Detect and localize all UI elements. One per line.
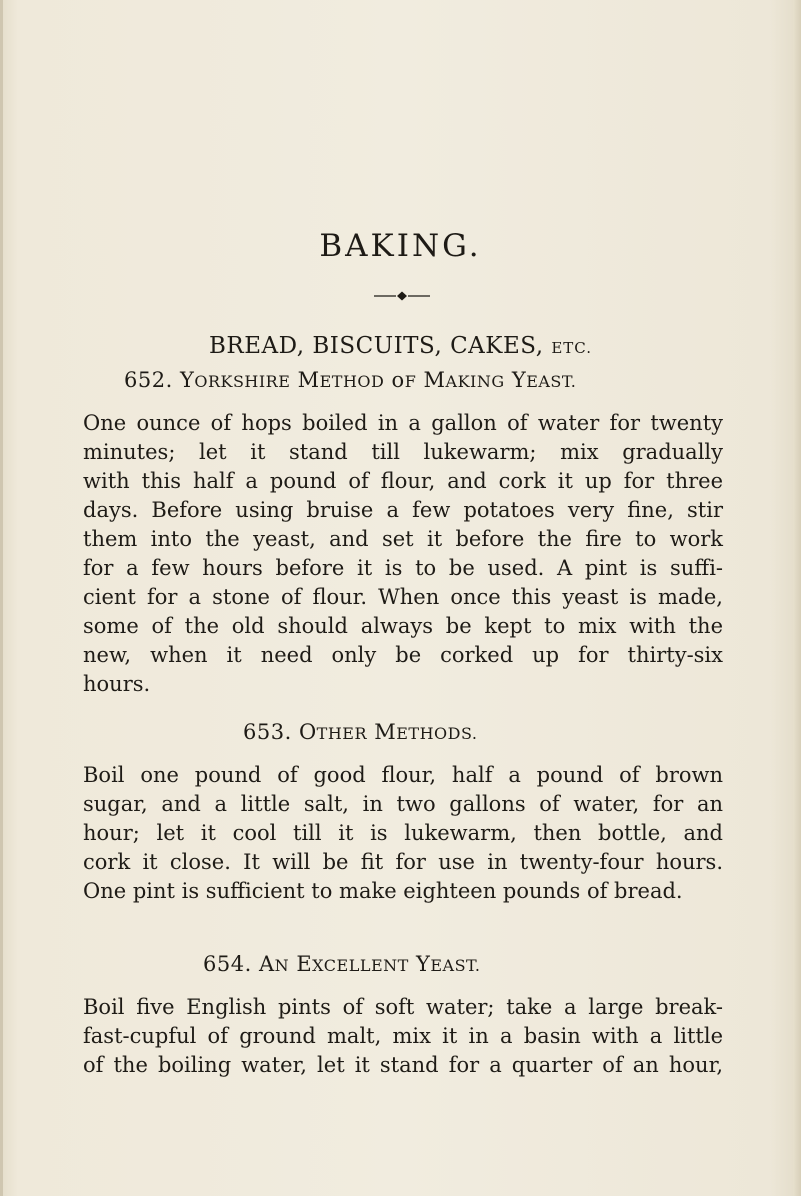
text-line: with this half a pound of flour, and cork it up for three (83, 469, 723, 493)
recipe-heading-654 (203, 952, 480, 976)
recipe-body-653 (83, 761, 723, 906)
chapter-title: BAKING. (319, 228, 482, 264)
text-line: cork it close. It will be fit for use in twenty-four hours. (83, 850, 723, 874)
ornament-divider-icon (374, 290, 430, 302)
recipe-body-652 (83, 409, 723, 699)
recipe-heading-653 (243, 720, 477, 744)
recipe-heading-652 (124, 368, 576, 392)
text-line: One ounce of hops boiled in a gallon of water for twenty (83, 411, 723, 435)
page-right-edge (793, 0, 801, 1196)
text-line: Boil five English pints of soft water; take a large break- (83, 995, 723, 1019)
recipe-body-654 (83, 993, 723, 1080)
recipe-number: 653. (243, 720, 292, 744)
recipe-number: 652. (124, 368, 173, 392)
text-line: some of the old should always be kept to mix with the (83, 614, 723, 638)
text-line: cient for a stone of flour. When once this yeast is made, (83, 585, 723, 609)
text-line: days. Before using bruise a few potatoes very fine, stir (83, 498, 723, 522)
text-line: minutes; let it stand till lukewarm; mix gradually (83, 440, 723, 464)
text-line: new, when it need only be corked up for thirty-six (83, 643, 723, 667)
text-line: of the boiling water, let it stand for a quarter of an hour, (83, 1053, 723, 1077)
section-heading-text: BREAD, BISCUITS, CAKES, (209, 333, 544, 359)
recipe-title: AN EXCELLENT YEAST. (258, 952, 481, 976)
text-line: for a few hours before it is to be used. A pint is suffi- (83, 556, 723, 580)
text-line: fast-cupful of ground malt, mix it in a basin with a little (83, 1024, 723, 1048)
text-line: sugar, and a little salt, in two gallons of water, for an (83, 792, 723, 816)
text-line: hours. (83, 672, 151, 696)
text-line: them into the yeast, and set it before the fire to work (83, 527, 723, 551)
text-line: Boil one pound of good flour, half a pound of brown (83, 763, 723, 787)
text-line: One pint is sufficient to make eighteen pounds of bread. (83, 879, 683, 903)
page-left-edge (0, 0, 3, 1196)
recipe-title: OTHER METHODS. (298, 720, 478, 744)
section-heading-etc: ETC. (551, 339, 592, 357)
section-heading (0, 333, 801, 359)
recipe-number: 654. (203, 952, 252, 976)
recipe-title: YORKSHIRE METHOD oF MAKING YEAST. (179, 368, 577, 392)
text-line: hour; let it cool till it is lukewarm, then bottle, and (83, 821, 723, 845)
